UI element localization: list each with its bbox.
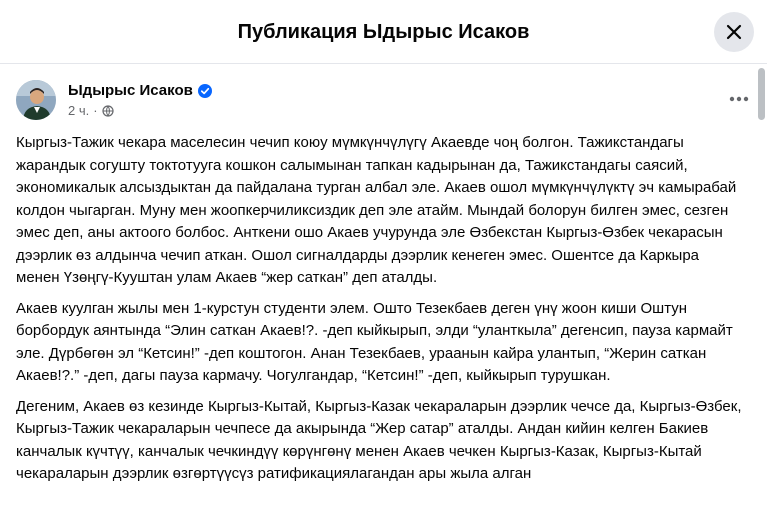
avatar-image (16, 80, 56, 120)
post-paragraph: Дегеним, Акаев өз кезинде Кыргыз-Кытай, Кыргыз-Казак чекараларын дээрлик чечсе да, Кыргыз-Өзбек, Кыргыз-Тажик чекараларын чечпесе да акырында “Жер сатар” аталды. Андан кийин келген Бакиев канчалык күчтүү, канчалык чечкиндүү көрүнгөнү менен Акаев чечкен Кыргыз-Казак, Кыргыз-Кытай чекараларын дээрлик өзгөртүүсүз ратификациялагандан ары жыла алган (16, 397, 742, 482)
avatar[interactable] (16, 80, 56, 120)
post-body (16, 132, 746, 494)
globe-icon (102, 105, 114, 117)
close-icon (726, 24, 742, 40)
dialog-header (0, 0, 767, 64)
page-title: Публикация Ыдырыс Исаков (237, 21, 530, 43)
close-button[interactable] (714, 12, 754, 52)
post-meta (68, 103, 114, 118)
more-horizontal-icon (729, 96, 749, 102)
post-paragraph: Кыргыз-Тажик чекара маселесин чечип коюу мүмкүнчүлүгү Акаевде чоң болгон. Тажикстандагы жарандык согушту токтотууга кошкон салымынан тапкан кадырынан да, Тажикстандагы саясий, экономикалык алсыздыктан да пайдалана турган албал эле. Акаев ошол мүмкүнчүлүктү эч камырабай колдон чыгарган. Муну мен жоопкерчиликсиздик деп эле атайм. Мындай болорун билген эмес, сезген эмес деп, аны актоого болбос. Анткени ошо Акаев учурунда эле Өзбекстан Кыргыз-Өзбек чекарасын дээрлик өз алдынча чечип аткан. Ошол сигналдарды дээрлик кенеген эмес. Ошентсе да Каркыра менен Үзөңгү-Кууштан улам Акаев “жер саткан” деп аталды. (16, 134, 737, 286)
author-name[interactable]: Ыдырыс Исаков (68, 82, 193, 99)
meta-separator: · (93, 103, 98, 118)
verified-badge-icon (198, 84, 212, 98)
post-paragraph: Акаев куулган жылы мен 1-курстун студенти элем. Ошто Тезекбаев деген үнү жоон киши Оштун борбордук аянтында “Элин саткан Акаев!?. -деп кыйкырып, элди “уланткыла” дегенсип, пауза кармайт эле. Дүрбөгөн эл “Кетсин!” -деп коштогон. Анан Тезекбаев, ураанын кайра улантып, “Жерин саткан Акаев!?.” -деп, дагы пауза кармачу. Чогулгандар, “Кетсин!” -деп, кыйкырып турушкан. (16, 299, 733, 384)
post-time[interactable]: 2 ч. (68, 103, 90, 118)
post-author[interactable] (68, 82, 212, 99)
scrollbar-thumb[interactable] (758, 68, 765, 120)
more-options-button[interactable] (722, 84, 756, 114)
